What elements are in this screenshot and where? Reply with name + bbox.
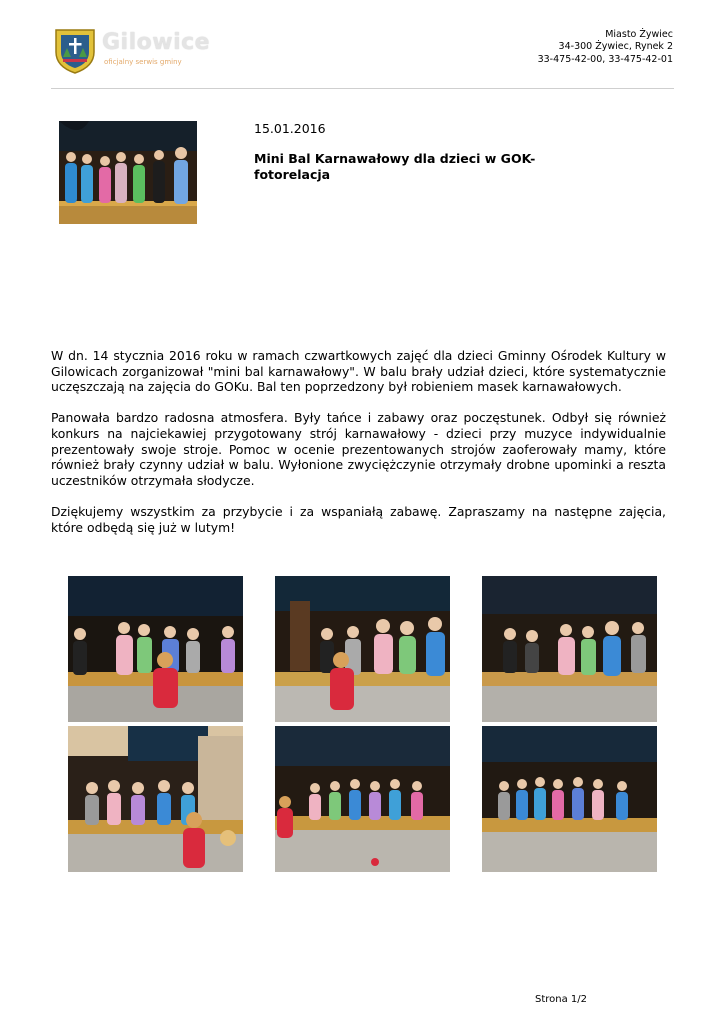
contact-line: 34-300 Żywiec, Rynek 2 xyxy=(558,41,673,53)
coat-of-arms-icon xyxy=(52,26,98,74)
gallery-photo[interactable] xyxy=(275,726,450,872)
logo-title: Gilowice xyxy=(102,30,211,55)
gallery-photo[interactable] xyxy=(68,726,243,872)
article-date: 15.01.2016 xyxy=(254,121,326,136)
gallery-photo[interactable] xyxy=(482,576,657,722)
logo-tagline: oficjalny serwis gminy xyxy=(104,58,182,66)
article-body xyxy=(51,348,666,551)
contact-line: Miasto Żywiec xyxy=(605,29,673,40)
article-paragraph: Dziękujemy wszystkim za przybycie i za wspaniałą zabawę. Zapraszamy na następne zajęcia, które odbędą się już w lutym! xyxy=(51,503,666,535)
article-paragraph: W dn. 14 stycznia 2016 roku w ramach czwartkowych zajęć dla dzieci Gminny Ośrodek Kultury w Gilowicach zorganizował "mini bal karnawałowy". W balu brały udział dzieci, które systematycznie uczęszczają na zajęcia do GOKu. Bal ten poprzedzony był robieniem masek karnawałowych. xyxy=(51,348,666,395)
header-divider xyxy=(51,88,674,89)
gallery-photo[interactable] xyxy=(275,576,450,722)
article-thumbnail[interactable] xyxy=(59,121,197,224)
page-number: Strona 1/2 xyxy=(535,994,588,1005)
photo-gallery xyxy=(68,576,658,872)
site-logo[interactable] xyxy=(52,26,211,76)
contact-info xyxy=(538,29,673,66)
article-paragraph: Panowała bardzo radosna atmosfera. Były tańce i zabawy oraz poczęstunek. Odbył się również konkurs na najciekawiej przygotowany strój karnawałowy - dzieci przy muzyce indywidualnie prezentowały swoje stroje. Pomoc w ocenie prezentowanych strojów zaoferowały mamy, które również brały czynny udział w balu. Wyłonione zwyciężczynie otrzymały drobne upominki a reszta uczestników otrzymała słodycze. xyxy=(51,410,666,488)
article-title: Mini Bal Karnawałowy dla dzieci w GOK-fotorelacja xyxy=(254,151,536,182)
contact-line: 33-475-42-00, 33-475-42-01 xyxy=(537,53,673,65)
gallery-photo[interactable] xyxy=(68,576,243,722)
gallery-photo[interactable] xyxy=(482,726,657,872)
